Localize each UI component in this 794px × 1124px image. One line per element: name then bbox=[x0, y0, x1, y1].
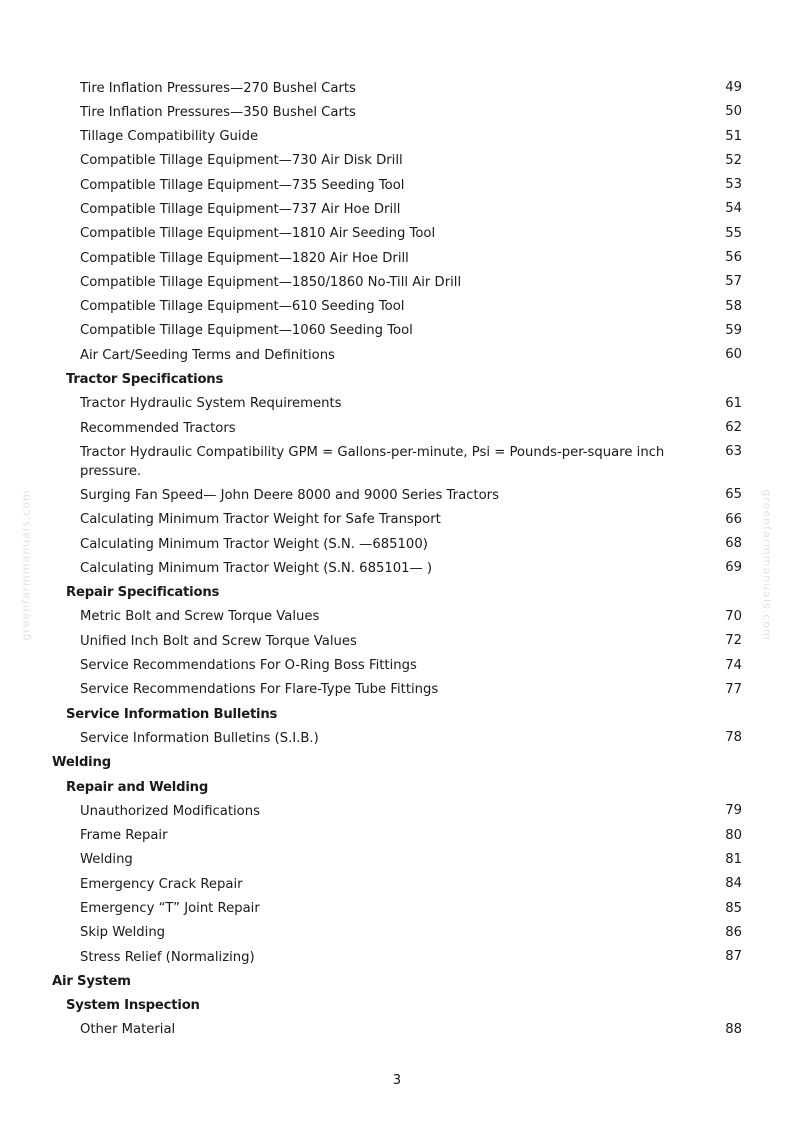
toc-entry-title: Recommended Tractors bbox=[80, 420, 236, 436]
toc-entry-title: Unified Inch Bolt and Screw Torque Values bbox=[80, 633, 357, 649]
toc-entry-title: Stress Relief (Normalizing) bbox=[80, 949, 255, 965]
toc-entry[interactable] bbox=[0, 629, 794, 653]
toc-entry-title: Service Information Bulletins bbox=[66, 706, 278, 722]
page-number: 3 bbox=[392, 1073, 402, 1088]
toc-entry-page: 51 bbox=[725, 128, 742, 144]
toc-entry-page: 60 bbox=[725, 347, 742, 363]
toc-entry-page: 63 bbox=[725, 444, 742, 460]
toc-entry-page: 85 bbox=[725, 900, 742, 916]
watermark-right: greenfarmmanuals.com bbox=[760, 489, 774, 641]
toc-entry[interactable] bbox=[0, 392, 794, 416]
toc-section-heading[interactable] bbox=[0, 581, 794, 605]
toc-entry-page: 62 bbox=[725, 420, 742, 436]
toc-section-heading[interactable] bbox=[0, 368, 794, 392]
toc-entry[interactable] bbox=[0, 173, 794, 197]
toc-entry-title: Tractor Hydraulic System Requirements bbox=[80, 396, 342, 412]
toc-entry[interactable] bbox=[0, 295, 794, 319]
toc-entry-title: Repair and Welding bbox=[66, 779, 209, 795]
toc-section-heading[interactable] bbox=[0, 994, 794, 1018]
toc-entry[interactable] bbox=[0, 125, 794, 149]
toc-entry-title: System Inspection bbox=[66, 998, 200, 1014]
toc-entry-page: 72 bbox=[725, 633, 742, 649]
toc-entry[interactable] bbox=[0, 654, 794, 678]
toc-entry-title: Tractor Specifications bbox=[66, 372, 224, 388]
toc-entry[interactable] bbox=[0, 197, 794, 221]
toc-entry-title: Compatible Tillage Equipment—1810 Air Seeding Tool bbox=[80, 226, 436, 242]
toc-entry-title: Calculating Minimum Tractor Weight (S.N. 685101— ) bbox=[80, 560, 433, 576]
toc-entry[interactable] bbox=[0, 945, 794, 969]
toc-entry[interactable] bbox=[0, 532, 794, 556]
toc-entry[interactable] bbox=[0, 246, 794, 270]
toc-entry[interactable] bbox=[0, 726, 794, 750]
watermark-left: greenfarmmanuals.com bbox=[19, 489, 33, 641]
toc-entry-title: Compatible Tillage Equipment—1820 Air Hoe Drill bbox=[80, 250, 409, 266]
toc-entry-title: Tillage Compatibility Guide bbox=[80, 129, 259, 145]
toc-entry-page: 66 bbox=[725, 511, 742, 527]
toc-entry-title: Compatible Tillage Equipment—610 Seeding Tool bbox=[80, 299, 405, 315]
toc-entry-title: Tire Inflation Pressures—270 Bushel Carts bbox=[80, 80, 356, 96]
toc-entry-page: 58 bbox=[725, 298, 742, 314]
toc-entry-page: 84 bbox=[725, 876, 742, 892]
toc-chapter-heading[interactable] bbox=[0, 969, 794, 993]
toc-entry-title: Frame Repair bbox=[80, 828, 168, 844]
toc-entry-title: Calculating Minimum Tractor Weight (S.N. —685100) bbox=[80, 536, 428, 552]
toc-entry[interactable] bbox=[0, 100, 794, 124]
toc-entry-title: Skip Welding bbox=[80, 925, 166, 941]
toc-entry-title: Compatible Tillage Equipment—730 Air Disk Drill bbox=[80, 153, 403, 169]
toc-entry-page: 59 bbox=[725, 322, 742, 338]
toc-entry-page: 68 bbox=[725, 536, 742, 552]
toc-entry-page: 55 bbox=[725, 225, 742, 241]
toc-entry-title: Compatible Tillage Equipment—737 Air Hoe Drill bbox=[80, 201, 401, 217]
toc-entry-title: Compatible Tillage Equipment—1850/1860 No-Till Air Drill bbox=[80, 274, 462, 290]
toc-entry-title: Metric Bolt and Screw Torque Values bbox=[80, 609, 320, 625]
toc-entry-title: Welding bbox=[52, 755, 111, 771]
toc-entry[interactable] bbox=[0, 440, 794, 483]
toc-section-heading[interactable] bbox=[0, 702, 794, 726]
toc-entry-title: Tire Inflation Pressures—350 Bushel Carts bbox=[80, 104, 356, 120]
toc-entry-title: Service Recommendations For Flare-Type Tube Fittings bbox=[80, 682, 439, 698]
toc-entry-page: 87 bbox=[725, 949, 742, 965]
toc-entry[interactable] bbox=[0, 76, 794, 100]
table-of-contents bbox=[0, 76, 794, 1042]
toc-entry[interactable] bbox=[0, 824, 794, 848]
toc-entry-page: 49 bbox=[725, 80, 742, 95]
toc-entry[interactable] bbox=[0, 270, 794, 294]
toc-entry-page: 50 bbox=[725, 104, 742, 120]
toc-entry[interactable] bbox=[0, 848, 794, 872]
toc-entry[interactable] bbox=[0, 149, 794, 173]
toc-entry-page: 78 bbox=[725, 730, 742, 746]
toc-entry-title: Welding bbox=[80, 852, 133, 868]
toc-entry-title: Emergency “T” Joint Repair bbox=[80, 901, 260, 916]
toc-entry[interactable] bbox=[0, 1018, 794, 1042]
toc-entry-page: 56 bbox=[725, 250, 742, 266]
toc-entry-title: Service Information Bulletins (S.I.B.) bbox=[80, 730, 319, 746]
toc-entry[interactable] bbox=[0, 483, 794, 507]
toc-entry[interactable] bbox=[0, 872, 794, 896]
toc-entry-page: 53 bbox=[725, 177, 742, 193]
toc-entry-title: Unauthorized Modifications bbox=[80, 803, 260, 819]
toc-entry-page: 65 bbox=[725, 487, 742, 503]
toc-entry-page: 61 bbox=[725, 395, 742, 411]
toc-entry[interactable] bbox=[0, 556, 794, 580]
toc-entry-title: Other Material bbox=[80, 1022, 176, 1038]
toc-entry-title: Service Recommendations For O-Ring Boss Fittings bbox=[80, 658, 417, 674]
toc-entry[interactable] bbox=[0, 678, 794, 702]
toc-entry-title: Repair Specifications bbox=[66, 585, 220, 601]
toc-entry[interactable] bbox=[0, 416, 794, 440]
toc-entry-title: Air Cart/Seeding Terms and Definitions bbox=[80, 347, 335, 363]
toc-entry-page: 81 bbox=[725, 851, 742, 867]
toc-entry[interactable] bbox=[0, 222, 794, 246]
toc-entry-page: 52 bbox=[725, 152, 742, 168]
toc-entry[interactable] bbox=[0, 319, 794, 343]
toc-entry[interactable] bbox=[0, 508, 794, 532]
toc-section-heading[interactable] bbox=[0, 775, 794, 799]
toc-entry-page: 88 bbox=[725, 1021, 742, 1037]
toc-entry-page: 86 bbox=[725, 924, 742, 940]
toc-entry-page: 69 bbox=[725, 560, 742, 576]
toc-entry-page: 54 bbox=[725, 201, 742, 217]
toc-entry[interactable] bbox=[0, 343, 794, 367]
toc-entry[interactable] bbox=[0, 897, 794, 921]
toc-entry-page: 57 bbox=[725, 274, 742, 290]
toc-entry-page: 79 bbox=[725, 803, 742, 819]
toc-entry-title: Tractor Hydraulic Compatibility GPM = Gallons-per-minute, Psi = Pounds-per-square inch pressure. bbox=[80, 444, 665, 479]
toc-entry-page: 74 bbox=[725, 657, 742, 673]
toc-entry-title: Surging Fan Speed— John Deere 8000 and 9000 Series Tractors bbox=[80, 487, 499, 503]
toc-entry[interactable] bbox=[0, 921, 794, 945]
toc-entry-page: 77 bbox=[725, 681, 742, 697]
toc-entry[interactable] bbox=[0, 605, 794, 629]
toc-chapter-heading[interactable] bbox=[0, 751, 794, 775]
toc-entry-page: 70 bbox=[725, 608, 742, 624]
toc-entry-title: Calculating Minimum Tractor Weight for Safe Transport bbox=[80, 512, 441, 528]
toc-entry-title: Emergency Crack Repair bbox=[80, 876, 243, 892]
toc-entry-title: Air System bbox=[52, 973, 131, 989]
toc-entry-title: Compatible Tillage Equipment—1060 Seeding Tool bbox=[80, 323, 413, 339]
toc-entry[interactable] bbox=[0, 799, 794, 823]
toc-entry-page: 80 bbox=[725, 827, 742, 843]
toc-entry-title: Compatible Tillage Equipment—735 Seeding Tool bbox=[80, 177, 405, 193]
